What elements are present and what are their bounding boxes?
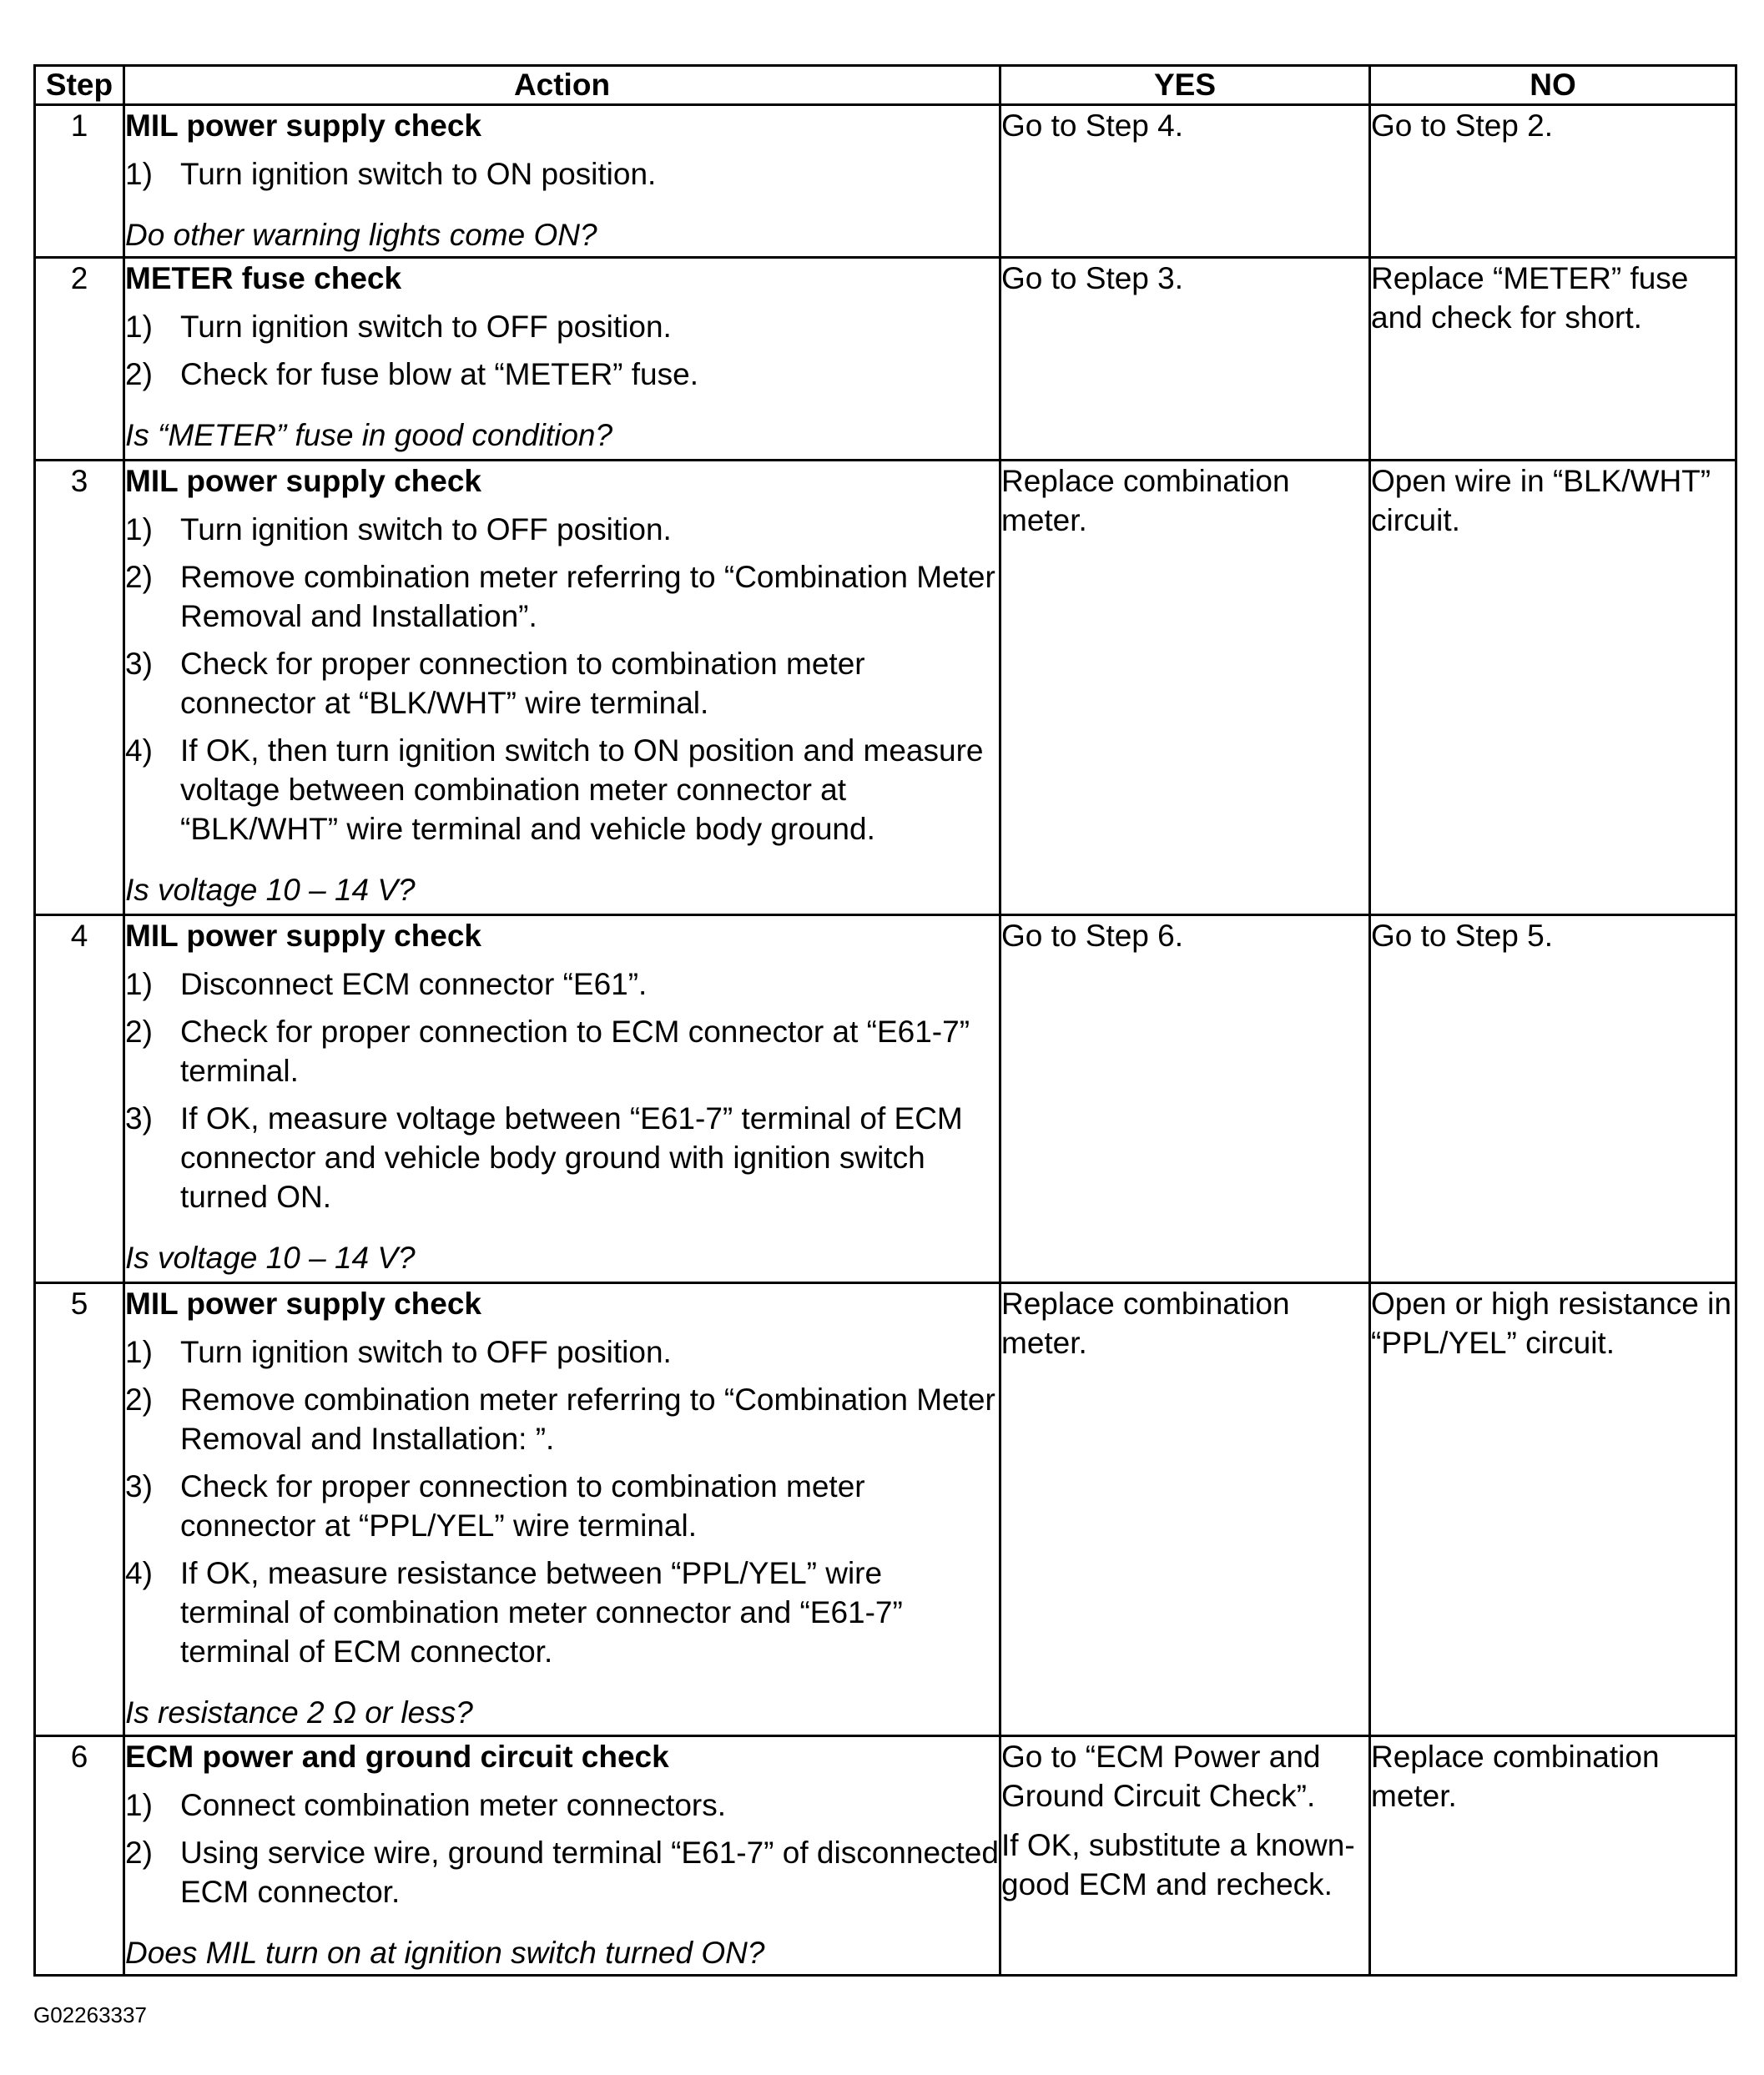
substep-text: Check for proper connection to combination meter connector at “PPL/YEL” wire terminal. bbox=[180, 1469, 865, 1543]
table-row bbox=[35, 105, 1736, 258]
action-question: Does MIL turn on at ignition switch turned ON? bbox=[125, 1936, 765, 1970]
yes-result-text: Go to Step 6. bbox=[1001, 919, 1184, 953]
substep-number: 1) bbox=[125, 310, 153, 344]
table-row bbox=[35, 1736, 1736, 1976]
no-result-text: Open or high resistance in “PPL/YEL” circuit. bbox=[1371, 1287, 1731, 1360]
list-item bbox=[125, 731, 999, 849]
yes-result-text: Go to Step 4. bbox=[1001, 108, 1184, 143]
table-row bbox=[35, 915, 1736, 1283]
table-row bbox=[35, 1283, 1736, 1736]
substep-text: Remove combination meter referring to “Combination Meter Removal and Installation”. bbox=[180, 560, 995, 633]
substep-text: Turn ignition switch to OFF position. bbox=[180, 1335, 672, 1369]
yes-result-text: Replace combination meter. bbox=[1001, 464, 1290, 537]
list-item bbox=[125, 154, 999, 194]
substep-text: Turn ignition switch to ON position. bbox=[180, 157, 657, 191]
substep-text: If OK, measure voltage between “E61-7” terminal of ECM connector and vehicle body ground with ignition switch turned ON. bbox=[180, 1101, 963, 1214]
no-cell bbox=[1370, 105, 1736, 258]
yes-result-text: If OK, substitute a known-good ECM and recheck. bbox=[1001, 1828, 1355, 1901]
step-number: 2 bbox=[35, 258, 124, 461]
list-item bbox=[125, 510, 999, 549]
substep-text: Check for fuse blow at “METER” fuse. bbox=[180, 357, 698, 391]
substep-text: Check for proper connection to combination meter connector at “BLK/WHT” wire terminal. bbox=[180, 647, 865, 720]
no-result-text: Go to Step 5. bbox=[1371, 919, 1554, 953]
substep-number: 4) bbox=[125, 733, 153, 768]
action-title: METER fuse check bbox=[125, 261, 402, 295]
header-action: Action bbox=[124, 66, 1000, 105]
step-number: 6 bbox=[35, 1736, 124, 1976]
substep-text: Turn ignition switch to OFF position. bbox=[180, 310, 672, 344]
step-number: 3 bbox=[35, 461, 124, 915]
no-result-text: Replace combination meter. bbox=[1371, 1740, 1660, 1813]
header-step: Step bbox=[35, 66, 124, 105]
action-question: Is “METER” fuse in good condition? bbox=[125, 418, 613, 452]
yes-cell bbox=[1000, 915, 1370, 1283]
substep-number: 2) bbox=[125, 357, 153, 391]
substep-number: 2) bbox=[125, 1836, 153, 1870]
list-item bbox=[125, 355, 999, 394]
action-question: Is voltage 10 – 14 V? bbox=[125, 873, 416, 907]
yes-cell bbox=[1000, 1736, 1370, 1976]
substep-number: 3) bbox=[125, 647, 153, 681]
action-title: MIL power supply check bbox=[125, 919, 481, 953]
no-cell bbox=[1370, 461, 1736, 915]
yes-result-text: Go to Step 3. bbox=[1001, 261, 1184, 295]
substep-text: If OK, measure resistance between “PPL/YEL” wire terminal of combination meter connector and “E61-7” terminal of ECM connector. bbox=[180, 1556, 903, 1669]
no-cell bbox=[1370, 1736, 1736, 1976]
action-cell bbox=[124, 461, 1000, 915]
list-item bbox=[125, 644, 999, 723]
figure-id: G02263337 bbox=[33, 2002, 147, 2027]
action-title: MIL power supply check bbox=[125, 464, 481, 498]
table-row bbox=[35, 258, 1736, 461]
list-item bbox=[125, 1554, 999, 1671]
no-result-text: Go to Step 2. bbox=[1371, 108, 1554, 143]
action-cell bbox=[124, 258, 1000, 461]
substep-number: 1) bbox=[125, 1788, 153, 1822]
yes-cell bbox=[1000, 461, 1370, 915]
action-question: Do other warning lights come ON? bbox=[125, 218, 597, 252]
list-item bbox=[125, 307, 999, 346]
list-item bbox=[125, 1332, 999, 1372]
substep-number: 2) bbox=[125, 560, 153, 594]
action-title: MIL power supply check bbox=[125, 108, 481, 143]
list-item bbox=[125, 964, 999, 1004]
substep-number: 4) bbox=[125, 1556, 153, 1590]
substep-number: 3) bbox=[125, 1469, 153, 1503]
step-number: 5 bbox=[35, 1283, 124, 1736]
action-question: Is resistance 2 Ω or less? bbox=[125, 1695, 473, 1730]
no-cell bbox=[1370, 1283, 1736, 1736]
list-item bbox=[125, 1785, 999, 1825]
action-cell bbox=[124, 915, 1000, 1283]
action-steps bbox=[125, 964, 999, 1216]
header-yes: YES bbox=[1000, 66, 1370, 105]
no-cell bbox=[1370, 258, 1736, 461]
yes-cell bbox=[1000, 1283, 1370, 1736]
step-number: 4 bbox=[35, 915, 124, 1283]
substep-number: 1) bbox=[125, 1335, 153, 1369]
list-item bbox=[125, 1833, 999, 1911]
substep-text: If OK, then turn ignition switch to ON position and measure voltage between combination meter connector at “BLK/WHT” wire terminal and vehicle body ground. bbox=[180, 733, 984, 846]
list-item bbox=[125, 1099, 999, 1216]
list-item bbox=[125, 557, 999, 636]
diagnostic-table bbox=[33, 64, 1737, 1977]
yes-cell bbox=[1000, 105, 1370, 258]
yes-result-text: Go to “ECM Power and Ground Circuit Check”. bbox=[1001, 1740, 1321, 1813]
substep-text: Disconnect ECM connector “E61”. bbox=[180, 967, 648, 1001]
substep-number: 2) bbox=[125, 1015, 153, 1049]
action-steps bbox=[125, 510, 999, 849]
no-result-text: Open wire in “BLK/WHT” circuit. bbox=[1371, 464, 1711, 537]
list-item bbox=[125, 1380, 999, 1458]
action-cell bbox=[124, 105, 1000, 258]
action-cell bbox=[124, 1283, 1000, 1736]
action-steps bbox=[125, 154, 999, 194]
table-row bbox=[35, 461, 1736, 915]
substep-number: 2) bbox=[125, 1382, 153, 1417]
substep-text: Turn ignition switch to OFF position. bbox=[180, 512, 672, 546]
substep-number: 3) bbox=[125, 1101, 153, 1136]
action-steps bbox=[125, 307, 999, 394]
action-cell bbox=[124, 1736, 1000, 1976]
yes-result-text: Replace combination meter. bbox=[1001, 1287, 1290, 1360]
substep-number: 1) bbox=[125, 512, 153, 546]
list-item bbox=[125, 1467, 999, 1545]
action-title: MIL power supply check bbox=[125, 1287, 481, 1321]
substep-text: Using service wire, ground terminal “E61-7” of disconnected ECM connector. bbox=[180, 1836, 999, 1909]
action-steps bbox=[125, 1785, 999, 1911]
substep-text: Remove combination meter referring to “Combination Meter Removal and Installation: ”. bbox=[180, 1382, 995, 1456]
list-item bbox=[125, 1012, 999, 1090]
action-steps bbox=[125, 1332, 999, 1671]
action-question: Is voltage 10 – 14 V? bbox=[125, 1241, 416, 1275]
step-number: 1 bbox=[35, 105, 124, 258]
substep-text: Connect combination meter connectors. bbox=[180, 1788, 727, 1822]
no-result-text: Replace “METER” fuse and check for short. bbox=[1371, 261, 1689, 335]
substep-number: 1) bbox=[125, 157, 153, 191]
yes-cell bbox=[1000, 258, 1370, 461]
header-row bbox=[35, 66, 1736, 105]
header-no: NO bbox=[1370, 66, 1736, 105]
substep-text: Check for proper connection to ECM connector at “E61-7” terminal. bbox=[180, 1015, 970, 1088]
substep-number: 1) bbox=[125, 967, 153, 1001]
action-title: ECM power and ground circuit check bbox=[125, 1740, 669, 1774]
no-cell bbox=[1370, 915, 1736, 1283]
